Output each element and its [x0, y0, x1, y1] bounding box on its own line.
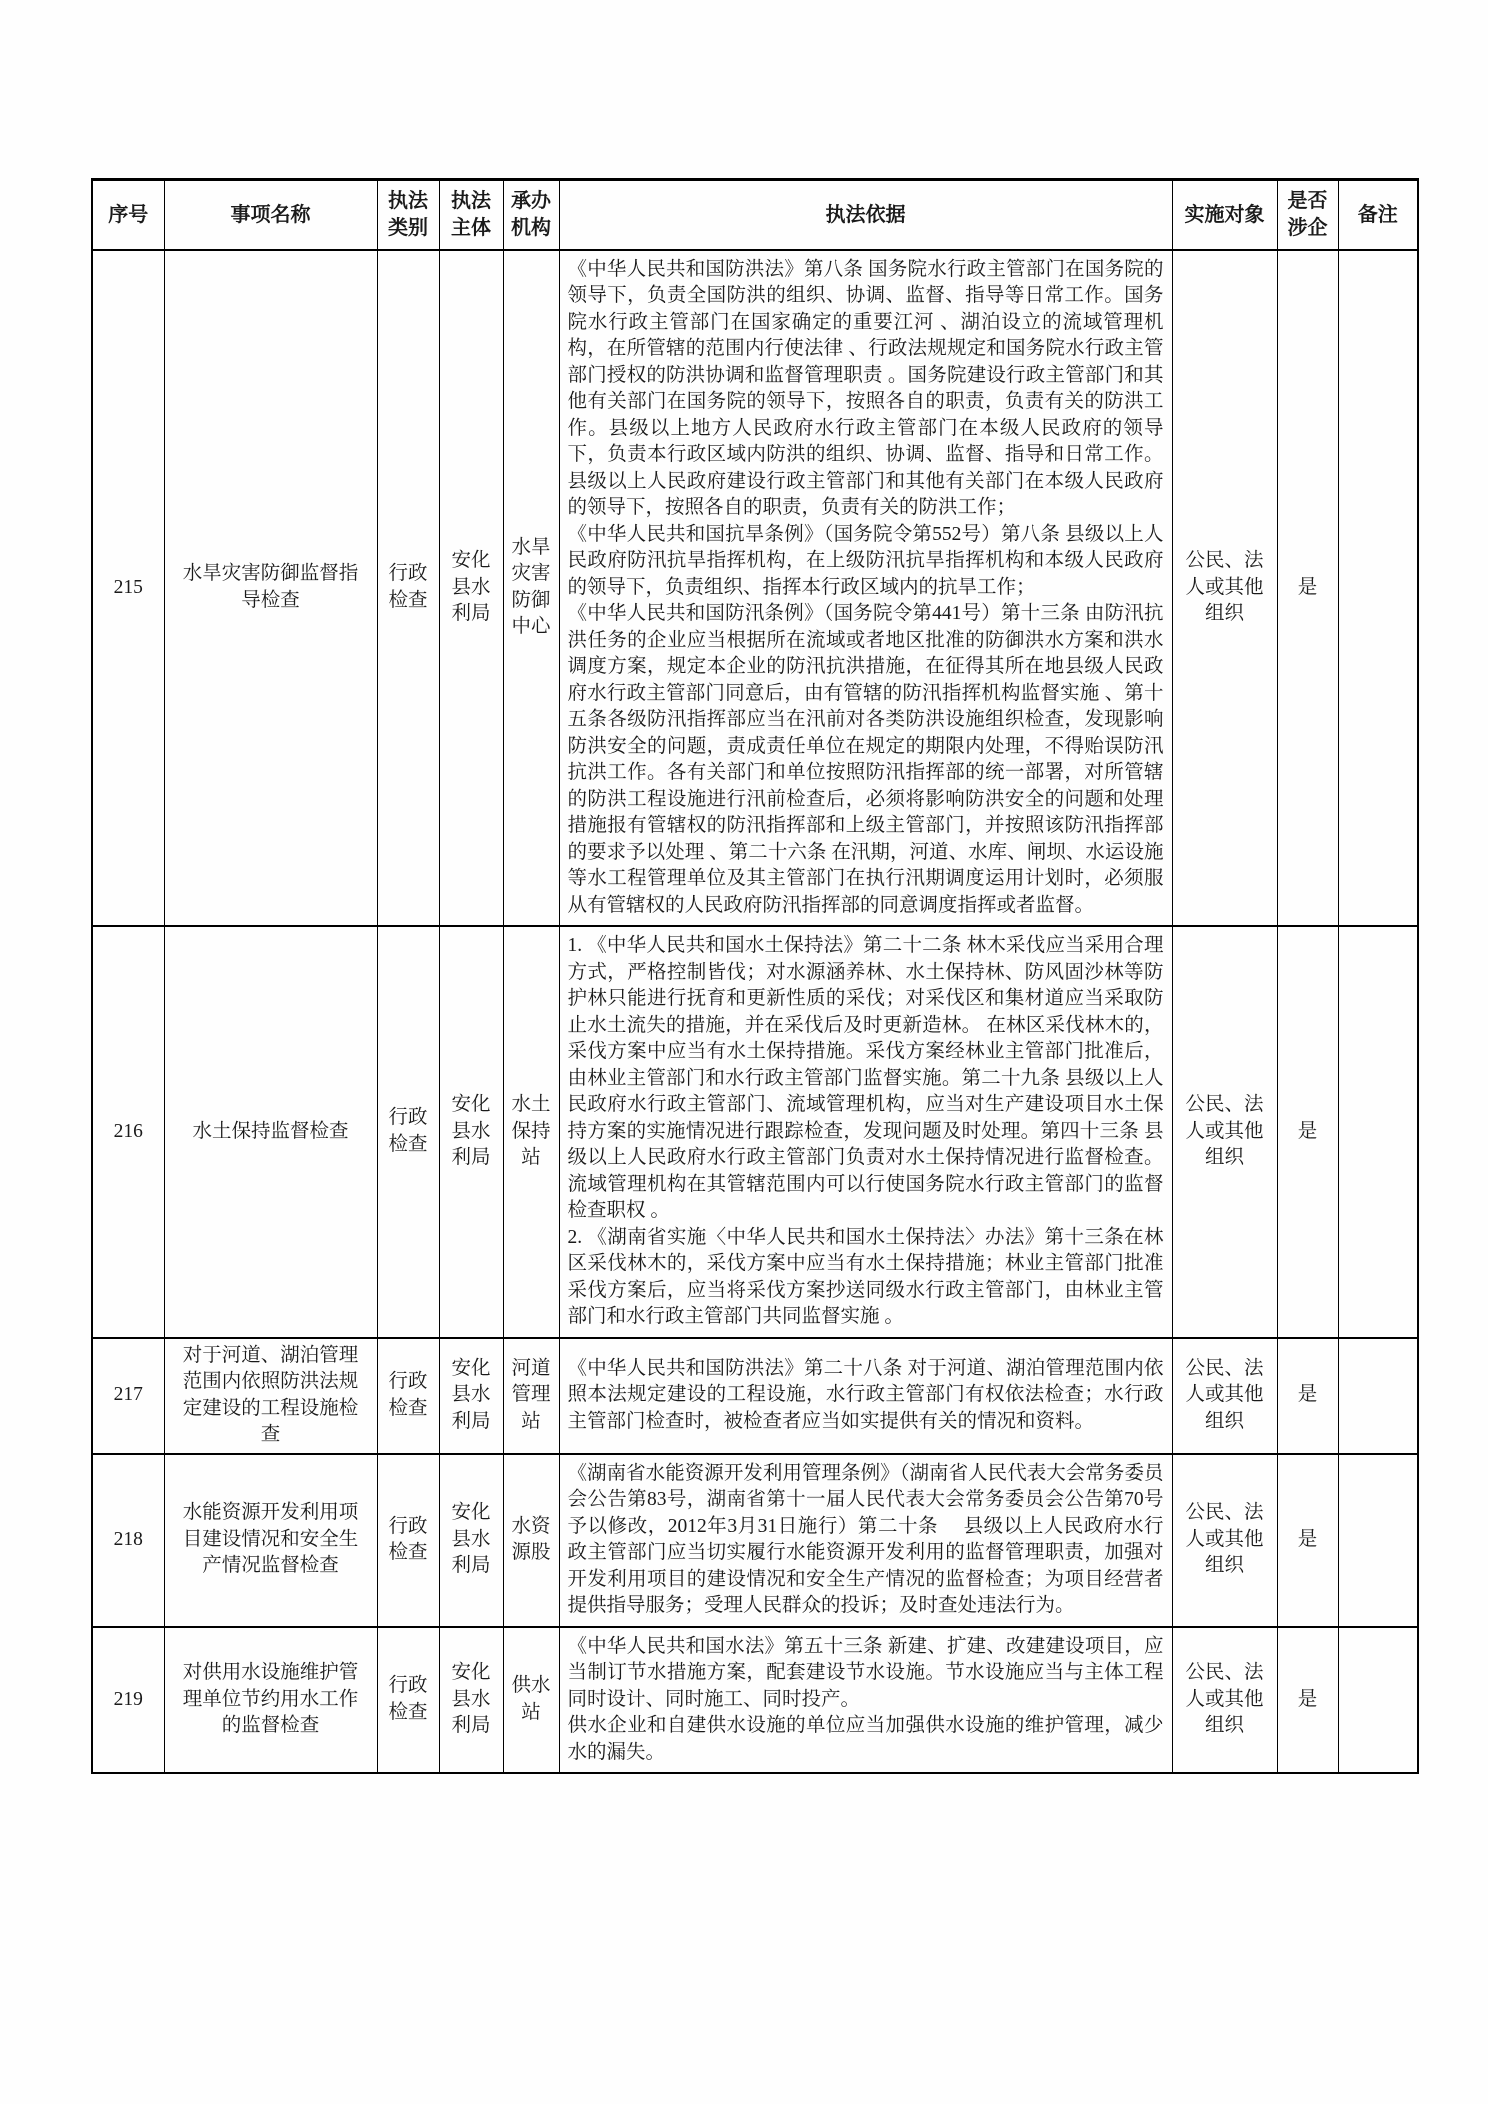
cell-enforcement-category: 行政检查 — [377, 1627, 439, 1774]
cell-remark — [1338, 926, 1418, 1338]
cell-remark — [1338, 1454, 1418, 1627]
header-seq: 序号 — [92, 180, 164, 250]
cell-undertaking-agency: 水资源股 — [503, 1454, 559, 1627]
cell-seq: 217 — [92, 1338, 164, 1454]
cell-implementation-target: 公民、法人或其他组织 — [1172, 1627, 1277, 1774]
cell-enforcement-basis: 《湖南省水能资源开发利用管理条例》（湖南省人民代表大会常务委员会公告第83号，湖南省第十一届人民代表大会常务委员会公告第70号予以修改，2012年3月31日施行）第二十条 县级以上人民政府水行政主管部门应当切实履行水能资源开发利用的监督管理职责，加强对开发利用项目的建设情况和安全生产情况的监督检查；为项目经营者提供指导服务；受理人民群众的投诉；及时查处违法行为。 — [559, 1454, 1172, 1627]
cell-seq: 218 — [92, 1454, 164, 1627]
cell-seq: 216 — [92, 926, 164, 1338]
cell-enforcement-category: 行政检查 — [377, 1454, 439, 1627]
table-row — [92, 250, 1418, 927]
cell-seq: 219 — [92, 1627, 164, 1774]
table-row — [92, 1627, 1418, 1774]
header-enforcement-category: 执法类别 — [377, 180, 439, 250]
cell-enforcement-basis: 《中华人民共和国防洪法》第八条 国务院水行政主管部门在国务院的领导下，负责全国防洪的组织、协调、监督、指导等日常工作。国务院水行政主管部门在国家确定的重要江河 、湖泊设立的流域管理机构，在所管辖的范围内行使法律 、行政法规规定和国务院水行政主管部门授权的防洪协调和监督管理职责 。国务院建设行政主管部门和其他有关部门在国务院的领导下，按照各自的职责，负责有关的防洪工作。县级以上地方人民政府水行政主管部门在本级人民政府的领导下，负责本行政区域内防洪的组织、协调、监督、指导和日常工作。县级以上人民政府建设行政主管部门和其他有关部门在本级人民政府的领导下，按照各自的职责，负责有关的防洪工作； 《中华人民共和国抗旱条例》（国务院令第552号）第八条 县级以上人民政府防汛抗旱指挥机构，在上级防汛抗旱指挥机构和本级人民政府的领导下，负责组织、指挥本行政区域内的抗旱工作； 《中华人民共和国防汛条例》（国务院令第441号）第十三条 由防汛抗洪任务的企业应当根据所在流域或者地区批准的防御洪水方案和洪水调度方案，规定本企业的防汛抗洪措施，在征得其所在地县级人民政府水行政主管部门同意后，由有管辖的防汛指挥机构监督实施 、第十五条各级防汛指挥部应当在汛前对各类防洪设施组织检查，发现影响防洪安全的问题，责成责任单位在规定的期限内处理，不得贻误防汛抗洪工作。各有关部门和单位按照防汛指挥部的统一部署，对所管辖的防洪工程设施进行汛前检查后，必须将影响防洪安全的问题和处理措施报有管辖权的防汛指挥部和上级主管部门，并按照该防汛指挥部的要求予以处理 、第二十六条 在汛期，河道、水库、闸坝、水运设施等水工程管理单位及其主管部门在执行汛期调度运用计划时，必须服从有管辖权的人民政府防汛指挥部的同意调度指挥或者监督。 — [559, 250, 1172, 927]
table-body — [92, 250, 1418, 1774]
cell-enforcement-subject: 安化县水利局 — [439, 1338, 503, 1454]
table-row — [92, 926, 1418, 1338]
cell-item-name: 对于河道、湖泊管理范围内依照防洪法规定建设的工程设施检查 — [164, 1338, 377, 1454]
enforcement-items-table — [91, 178, 1419, 1774]
cell-enforcement-category: 行政检查 — [377, 1338, 439, 1454]
header-item-name: 事项名称 — [164, 180, 377, 250]
header-remark: 备注 — [1338, 180, 1418, 250]
cell-enforcement-basis: 《中华人民共和国防洪法》第二十八条 对于河道、湖泊管理范围内依照本法规定建设的工程设施，水行政主管部门有权依法检查；水行政主管部门检查时，被检查者应当如实提供有关的情况和资料。 — [559, 1338, 1172, 1454]
cell-implementation-target: 公民、法人或其他组织 — [1172, 1454, 1277, 1627]
table-header-row — [92, 180, 1418, 250]
table-row — [92, 1338, 1418, 1454]
cell-item-name: 水旱灾害防御监督指导检查 — [164, 250, 377, 927]
header-undertaking-agency: 承办机构 — [503, 180, 559, 250]
cell-involves-enterprise: 是 — [1277, 1338, 1338, 1454]
cell-enforcement-subject: 安化县水利局 — [439, 250, 503, 927]
cell-remark — [1338, 1627, 1418, 1774]
cell-enforcement-subject: 安化县水利局 — [439, 926, 503, 1338]
cell-enforcement-basis: 《中华人民共和国水法》第五十三条 新建、扩建、改建建设项目，应当制订节水措施方案，配套建设节水设施。节水设施应当与主体工程同时设计、同时施工、同时投产。 供水企业和自建供水设施的单位应当加强供水设施的维护管理，减少水的漏失。 — [559, 1627, 1172, 1774]
cell-enforcement-category: 行政检查 — [377, 926, 439, 1338]
cell-undertaking-agency: 供水站 — [503, 1627, 559, 1774]
cell-seq: 215 — [92, 250, 164, 927]
cell-involves-enterprise: 是 — [1277, 1454, 1338, 1627]
cell-item-name: 对供用水设施维护管理单位节约用水工作的监督检查 — [164, 1627, 377, 1774]
header-implementation-target: 实施对象 — [1172, 180, 1277, 250]
cell-item-name: 水能资源开发利用项目建设情况和安全生产情况监督检查 — [164, 1454, 377, 1627]
cell-enforcement-category: 行政检查 — [377, 250, 439, 927]
cell-undertaking-agency: 河道管理站 — [503, 1338, 559, 1454]
cell-undertaking-agency: 水旱灾害防御中心 — [503, 250, 559, 927]
cell-implementation-target: 公民、法人或其他组织 — [1172, 250, 1277, 927]
cell-undertaking-agency: 水土保持站 — [503, 926, 559, 1338]
cell-enforcement-basis: 1. 《中华人民共和国水土保持法》第二十二条 林木采伐应当采用合理方式，严格控制皆伐；对水源涵养林、水土保持林、防风固沙林等防护林只能进行抚育和更新性质的采伐；对采伐区和集材道应当采取防止水土流失的措施，并在采伐后及时更新造林。 在林区采伐林木的，采伐方案中应当有水土保持措施。采伐方案经林业主管部门批准后，由林业主管部门和水行政主管部门监督实施。第二十九条 县级以上人民政府水行政主管部门、流域管理机构，应当对生产建设项目水土保持方案的实施情况进行跟踪检查，发现问题及时处理。第四十三条 县级以上人民政府水行政主管部门负责对水土保持情况进行监督检查。流域管理机构在其管辖范围内可以行使国务院水行政主管部门的监督检查职权 。 2. 《湖南省实施〈中华人民共和国水土保持法〉办法》第十三条在林区采伐林木的，采伐方案中应当有水土保持措施；林业主管部门批准采伐方案后，应当将采伐方案抄送同级水行政主管部门，由林业主管部门和水行政主管部门共同监督实施 。 — [559, 926, 1172, 1338]
cell-involves-enterprise: 是 — [1277, 1627, 1338, 1774]
header-involves-enterprise: 是否涉企 — [1277, 180, 1338, 250]
header-enforcement-basis: 执法依据 — [559, 180, 1172, 250]
cell-remark — [1338, 250, 1418, 927]
cell-enforcement-subject: 安化县水利局 — [439, 1627, 503, 1774]
cell-implementation-target: 公民、法人或其他组织 — [1172, 926, 1277, 1338]
table-row — [92, 1454, 1418, 1627]
cell-involves-enterprise: 是 — [1277, 250, 1338, 927]
cell-involves-enterprise: 是 — [1277, 926, 1338, 1338]
cell-remark — [1338, 1338, 1418, 1454]
header-enforcement-subject: 执法主体 — [439, 180, 503, 250]
cell-item-name: 水土保持监督检查 — [164, 926, 377, 1338]
cell-enforcement-subject: 安化县水利局 — [439, 1454, 503, 1627]
cell-implementation-target: 公民、法人或其他组织 — [1172, 1338, 1277, 1454]
